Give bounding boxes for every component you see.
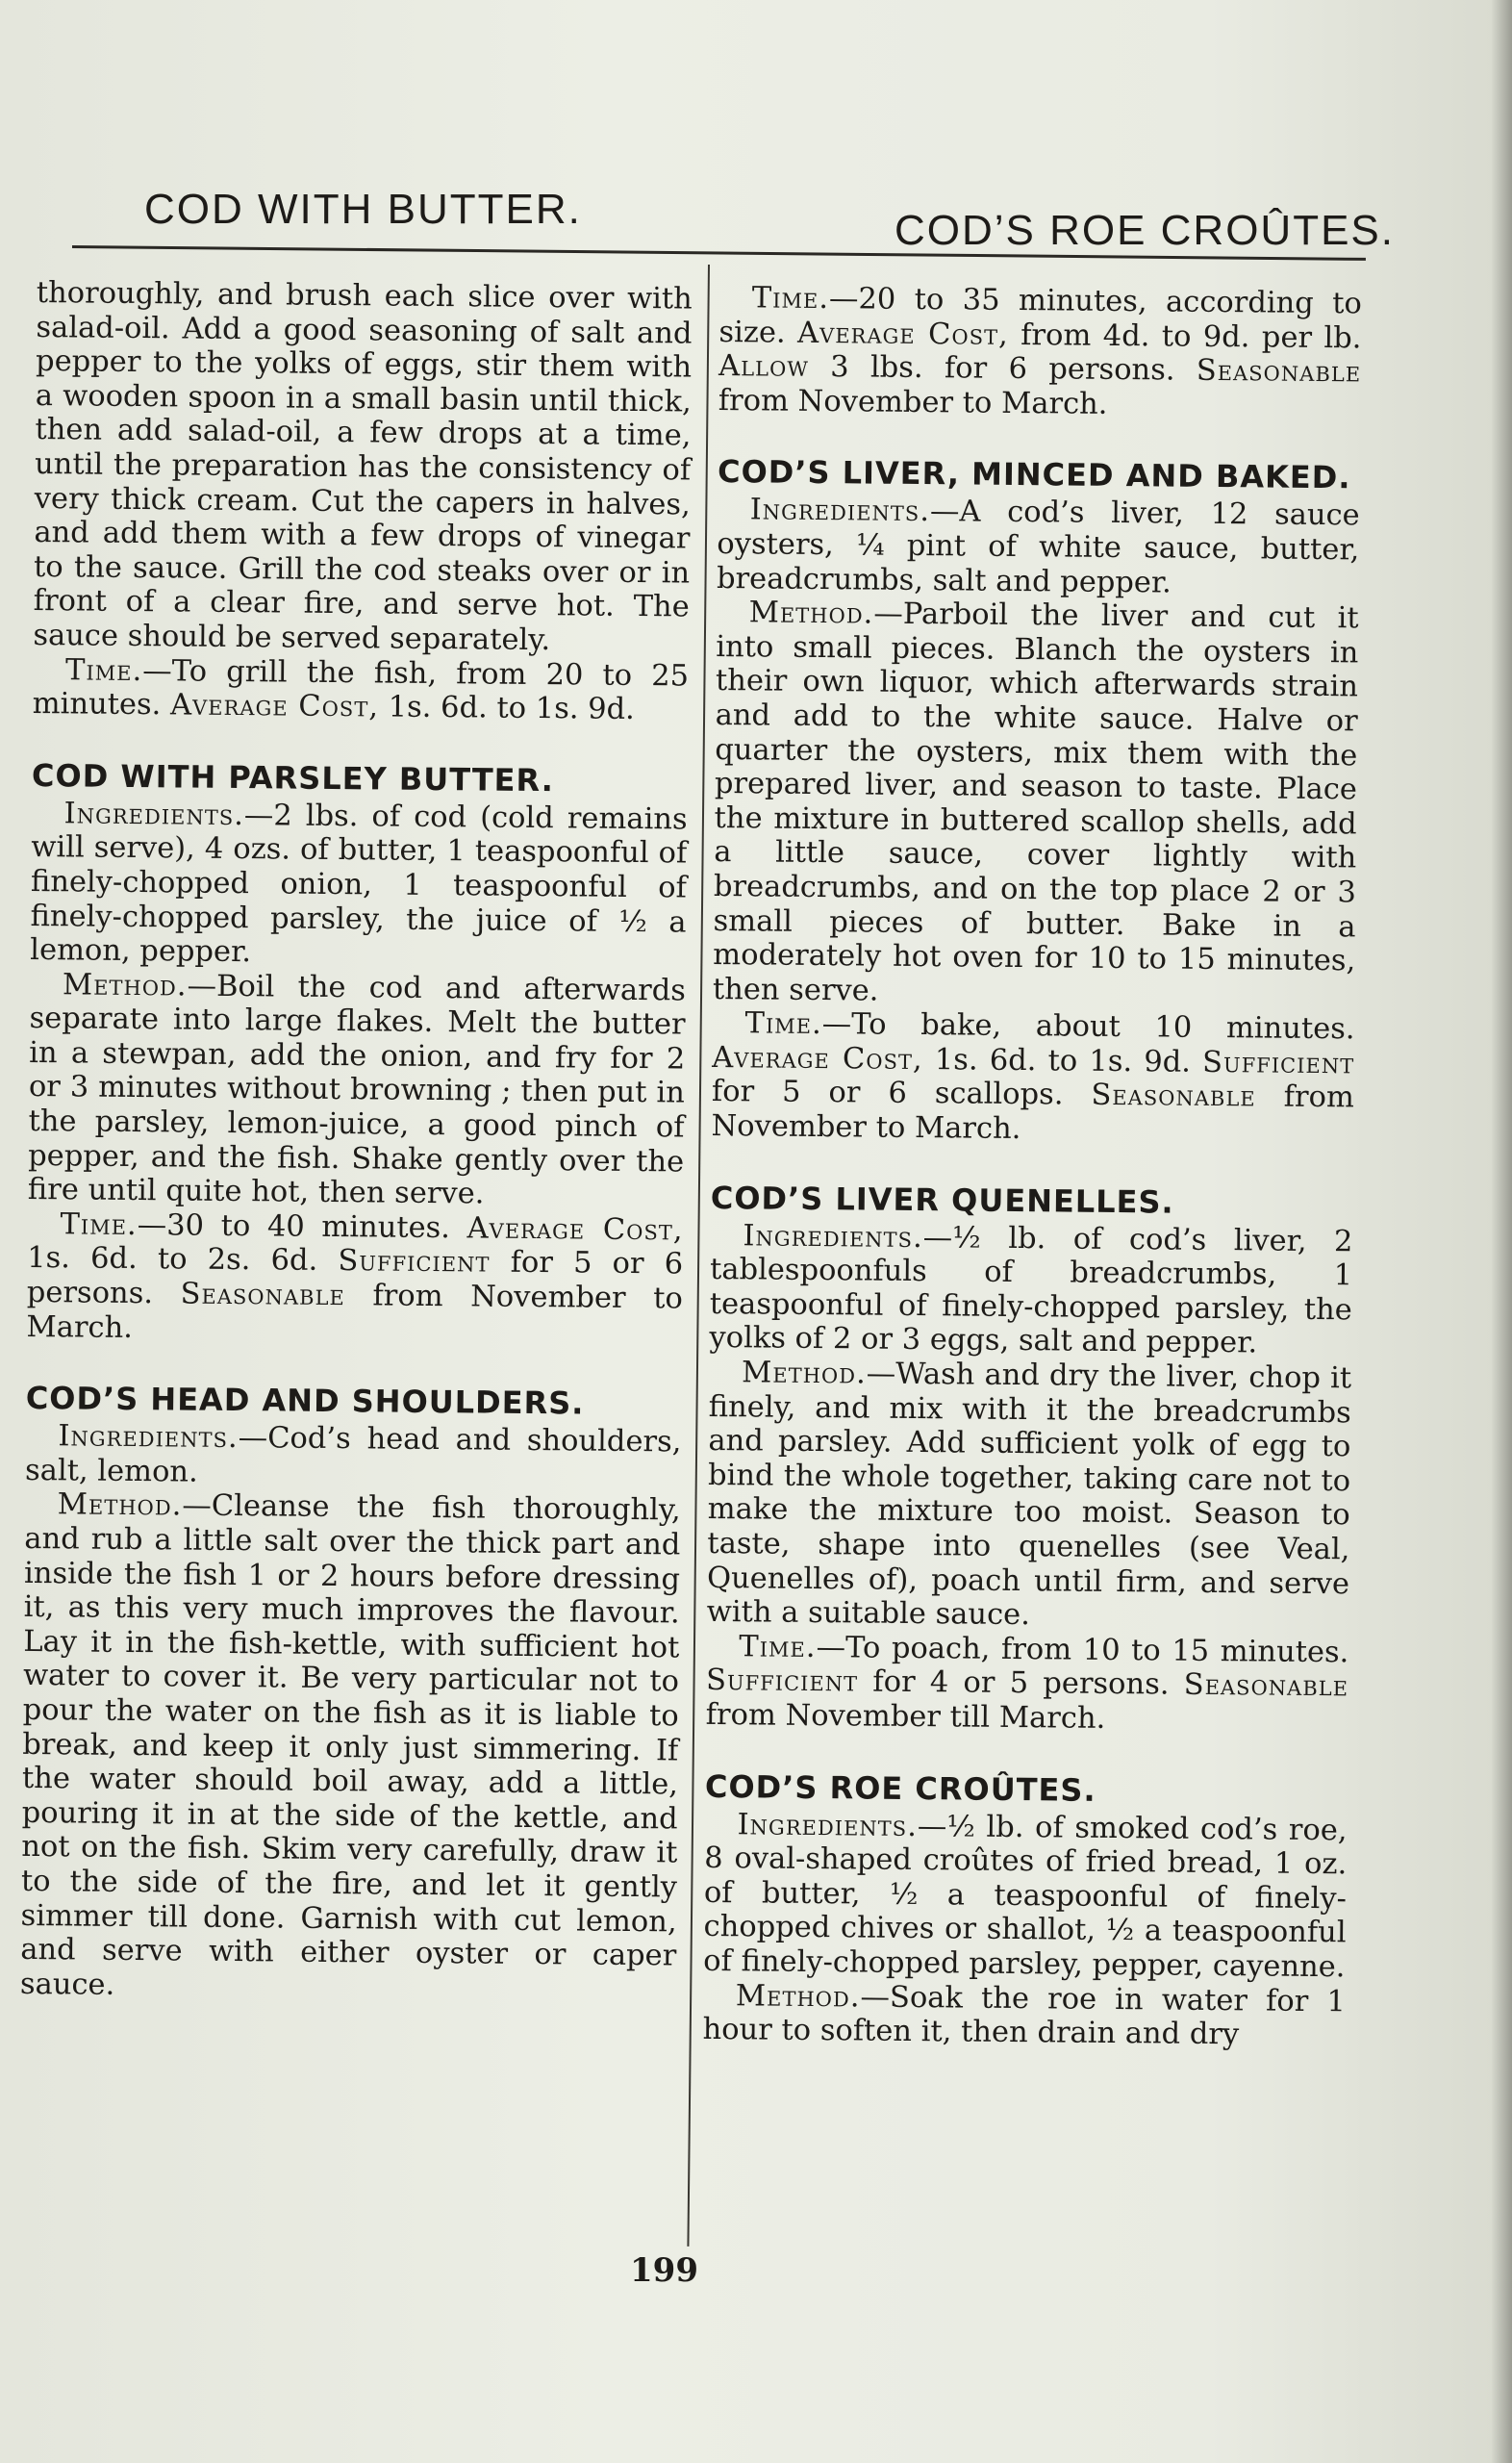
text: 3 lbs. for 6 persons. bbox=[808, 350, 1197, 388]
text: —To poach, from 10 to 15 minutes. bbox=[816, 1630, 1349, 1670]
time-paragraph bbox=[26, 1207, 683, 1351]
label: Time. bbox=[739, 1630, 817, 1664]
section-title-cod-parsley-butter: COD WITH PARSLEY BUTTER. bbox=[31, 756, 555, 799]
text: from November till March. bbox=[705, 1697, 1106, 1736]
label: Method. bbox=[735, 1978, 861, 2015]
label: Average Cost, bbox=[169, 688, 380, 724]
method-paragraph bbox=[713, 596, 1359, 1013]
page-number: 199 bbox=[630, 2251, 698, 2290]
ingredients-paragraph bbox=[30, 797, 688, 975]
section-title-cods-liver-minced: COD’S LIVER, MINCED AND BAKED. bbox=[717, 453, 1351, 496]
text: —Soak the roe in water for 1 hour to soften it, then drain and dry bbox=[702, 1980, 1347, 2052]
continued-paragraph: thoroughly, and brush each slice over with salad-oil. Add a good seasoning of salt and pepper to the yolks of eggs, stir them with a wooden spoon in a small basin until thick, then add salad-oil, a few drops at a time, until the preparation has the consistency of very thick cream. Cut the capers in halves, and add them with a few drops of vinegar to the sauce. Grill the cod steaks over or in front of a clear fire, and serve hot. The sauce should be served separately. bbox=[33, 276, 693, 658]
right-column bbox=[702, 281, 1362, 2053]
text: —Cleanse the fish thoroughly, and rub a little salt over the thick part and inside the fish 1 or 2 hours before dressing it, as this very much improves the flavour. Lay it in the fish-kettle, with sufficient hot water to cover it. Be very particular not to pour the water on the fish as it is liable to break, and keep it only just simmering. If the water should boil away, add a little, pouring it in at the side of the kettle, and not on the fish. Skim very carefully, draw it to the side of the fire, and let it gently simmer till done. Garnish with cut lemon, and serve with either oyster or caper sauce. bbox=[19, 1488, 681, 2002]
text: —½ lb. of smoked cod’s roe, 8 oval-shaped croûtes of fried bread, 1 oz. of butter, ½ a teaspoonful of finely-chopped chives or shallot, ½ a teaspoonful of finely-chopped parsley, pepper, cayenne. bbox=[703, 1809, 1348, 1985]
label: Sufficient bbox=[1201, 1045, 1355, 1081]
label: Average Cost, bbox=[712, 1040, 923, 1077]
ingredients-paragraph bbox=[703, 1807, 1348, 1984]
label: Time. bbox=[64, 652, 143, 688]
ingredients-paragraph bbox=[25, 1419, 682, 1494]
text: for 5 or 6 persons. bbox=[26, 1246, 684, 1311]
label: Ingredients. bbox=[63, 797, 245, 832]
text: —Cod’s head and shoulders, salt, lemon. bbox=[24, 1421, 682, 1489]
method-paragraph bbox=[707, 1356, 1352, 1636]
section-title-cods-liver-quenelles: COD’S LIVER QUENELLES. bbox=[710, 1179, 1174, 1221]
text: —20 to 35 minutes, according to size. bbox=[718, 282, 1362, 350]
section-title-cods-head-shoulders: COD’S HEAD AND SHOULDERS. bbox=[25, 1380, 585, 1422]
time-cost-paragraph bbox=[718, 281, 1362, 424]
text: 1s. 6d. to 1s. 9d. bbox=[378, 690, 636, 727]
section-title-cods-roe-croutes: COD’S ROE CROÛTES. bbox=[704, 1767, 1096, 1809]
text: —To grill the fish, from 20 to 25 minutes. bbox=[32, 653, 690, 723]
text: —30 to 40 minutes. bbox=[137, 1207, 467, 1246]
text: —Wash and dry the liver, chop it finely, and mix with it the breadcrumbs and parsley. Add sufficient yolk of egg to bind the whole together, taking care not to make the mixture too moist. Season to taste, shape into quenelles (see Veal, Quenelles of), poach until firm, and serve with a suitable sauce. bbox=[706, 1357, 1352, 1633]
label: Time. bbox=[744, 1006, 822, 1042]
text: for 5 or 6 scallops. bbox=[711, 1075, 1092, 1113]
label: Time. bbox=[751, 281, 830, 317]
label: Allow bbox=[718, 349, 810, 385]
method-paragraph bbox=[20, 1487, 681, 2007]
text: —To bake, about 10 minutes. bbox=[821, 1007, 1355, 1047]
label: Ingredients. bbox=[737, 1807, 919, 1843]
header-right: COD’S ROE CROÛTES. bbox=[894, 207, 1395, 254]
text: —Parboil the liver and cut it into small pieces. Blanch the oysters in their own liquor, which afterwards strain and add to the white sauce. Halve or quarter the oysters, mix them with the prepared liver, and season to taste. Place the mixture in buttered scallop shells, add a little sauce, cover lightly with breadcrumbs, and on the top place 2 or 3 small pieces of butter. Bake in a moderately hot oven for 10 to 15 minutes, then serve. bbox=[712, 597, 1359, 1008]
text: from November to March. bbox=[711, 1079, 1355, 1147]
page-edge-shadow bbox=[1491, 0, 1512, 2463]
label: Method. bbox=[62, 967, 188, 1003]
label: Seasonable bbox=[180, 1277, 346, 1313]
label: Method. bbox=[57, 1487, 183, 1523]
label: Seasonable bbox=[1196, 353, 1362, 390]
text: from November to March. bbox=[718, 383, 1108, 421]
label: Average Cost, bbox=[796, 316, 1009, 352]
text: from November to March. bbox=[26, 1279, 683, 1345]
label: Seasonable bbox=[1091, 1079, 1256, 1114]
time-cost-paragraph bbox=[33, 653, 690, 728]
label: Ingredients. bbox=[58, 1419, 239, 1456]
label: Time. bbox=[60, 1207, 138, 1242]
left-column bbox=[20, 276, 693, 2008]
text: —½ lb. of cod’s liver, 2 tablespoonfuls of breadcrumbs, 1 teaspoonful of finely-chopped parsley, the yolks of 2 or 3 eggs, salt and pepper. bbox=[709, 1220, 1353, 1360]
label: Average Cost, bbox=[466, 1211, 684, 1248]
text: —2 lbs. of cod (cold remains will serve), 4 ozs. of butter, 1 teaspoonful of finely-chopped onion, 1 teaspoonful of finely-chopped parsley, the juice of ½ a lemon, pepper. bbox=[30, 798, 688, 970]
label: Sufficient bbox=[338, 1244, 491, 1281]
label: Sufficient bbox=[705, 1663, 859, 1699]
method-paragraph bbox=[28, 968, 686, 1214]
header-left: COD WITH BUTTER. bbox=[144, 186, 582, 233]
text: 1s. 6d. to 1s. 9d. bbox=[922, 1042, 1203, 1079]
label: Ingredients. bbox=[749, 493, 931, 529]
label: Ingredients. bbox=[743, 1218, 923, 1255]
time-paragraph bbox=[706, 1630, 1349, 1739]
text: from 4d. to 9d. per lb. bbox=[1008, 317, 1362, 356]
label: Method. bbox=[741, 1356, 867, 1391]
text: —Boil the cod and afterwards separate into large flakes. Melt the butter in a stewpan, add the onion, and fry for 2 or 3 minutes without browning ; then put in the parsley, lemon-juice, a good pinch of pepper, and the fish. Shake gently over the fire until quite hot, then serve. bbox=[27, 969, 687, 1211]
method-paragraph bbox=[702, 1978, 1346, 2053]
label: Seasonable bbox=[1183, 1668, 1349, 1704]
text: —A cod’s liver, 12 sauce oysters, ¼ pint of white sauce, butter, breadcrumbs, salt and pepper. bbox=[716, 495, 1360, 600]
ingredients-paragraph bbox=[709, 1219, 1352, 1362]
text: 1s. 6d. to 2s. 6d. bbox=[27, 1241, 339, 1279]
label: Method. bbox=[748, 596, 874, 631]
text: for 4 or 5 persons. bbox=[857, 1664, 1184, 1703]
ingredients-paragraph bbox=[717, 493, 1360, 601]
time-paragraph bbox=[711, 1006, 1354, 1150]
